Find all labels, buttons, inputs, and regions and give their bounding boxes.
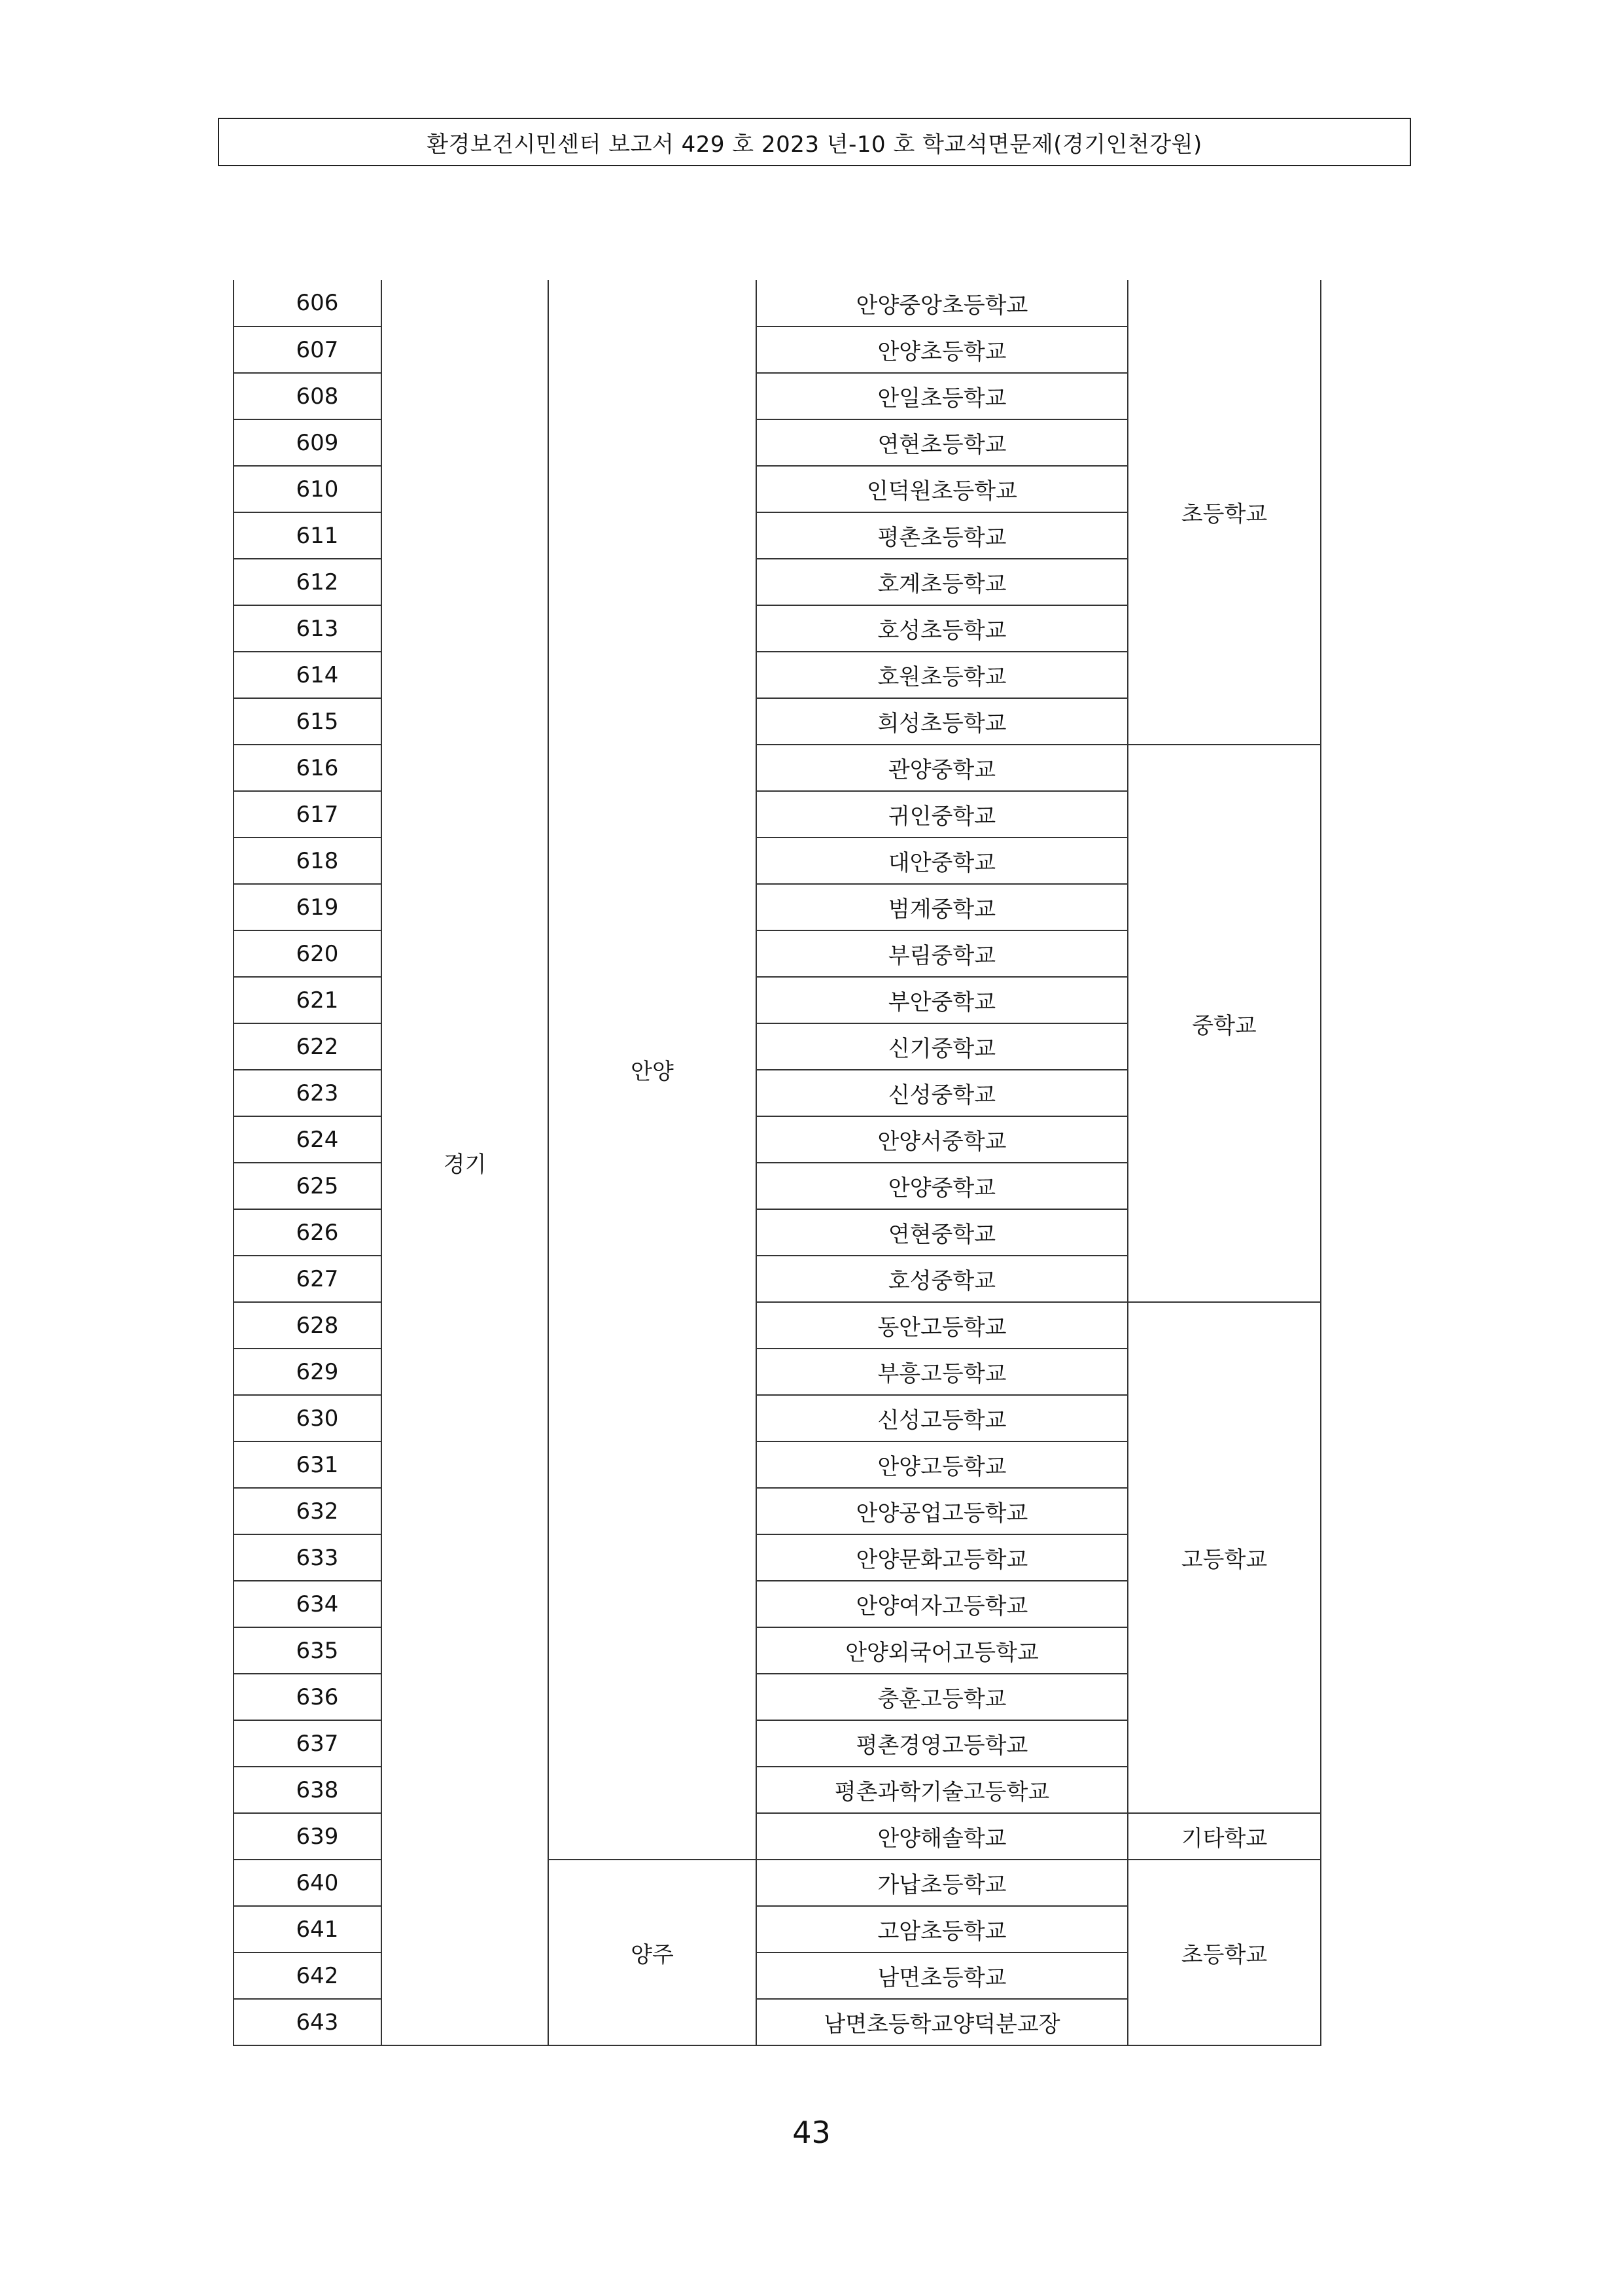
row-number-cell: 626 [234,1209,381,1256]
school-name-cell: 희성초등학교 [756,698,1128,745]
school-name-cell: 신성중학교 [756,1070,1128,1116]
school-type-cell: 기타학교 [1128,1813,1321,1860]
row-number-cell: 611 [234,512,381,559]
school-name-cell: 안일초등학교 [756,373,1128,419]
school-name-cell: 연현중학교 [756,1209,1128,1256]
page-number: 43 [792,2115,831,2150]
school-name-cell: 가납초등학교 [756,1860,1128,1906]
school-name-cell: 평촌초등학교 [756,512,1128,559]
row-number-cell: 639 [234,1813,381,1860]
school-name-cell: 대안중학교 [756,838,1128,884]
school-type-cell: 중학교 [1128,745,1321,1302]
table-row [234,280,1321,327]
school-type-cell: 초등학교 [1128,280,1321,745]
row-number-cell: 641 [234,1906,381,1952]
row-number-cell: 638 [234,1767,381,1813]
school-name-cell: 호원초등학교 [756,652,1128,698]
row-number-cell: 640 [234,1860,381,1906]
row-number-cell: 615 [234,698,381,745]
school-type-cell: 초등학교 [1128,1860,1321,2045]
row-number-cell: 612 [234,559,381,605]
row-number-cell: 628 [234,1302,381,1349]
row-number-cell: 643 [234,1999,381,2045]
row-number-cell: 610 [234,466,381,512]
row-number-cell: 630 [234,1395,381,1441]
school-name-cell: 동안고등학교 [756,1302,1128,1349]
row-number-cell: 631 [234,1441,381,1488]
row-number-cell: 637 [234,1720,381,1767]
school-name-cell: 범계중학교 [756,884,1128,930]
row-number-cell: 625 [234,1163,381,1209]
report-header [218,118,1411,166]
province-cell: 경기 [381,280,548,2045]
school-name-cell: 연현초등학교 [756,419,1128,466]
row-number-cell: 622 [234,1023,381,1070]
school-name-cell: 안양중앙초등학교 [756,280,1128,327]
row-number-cell: 621 [234,977,381,1023]
school-table [233,280,1321,2046]
row-number-cell: 620 [234,930,381,977]
school-name-cell: 충훈고등학교 [756,1674,1128,1720]
row-number-cell: 642 [234,1952,381,1999]
city-cell: 양주 [548,1860,756,2045]
school-name-cell: 신성고등학교 [756,1395,1128,1441]
school-name-cell: 안양서중학교 [756,1116,1128,1163]
school-name-cell: 안양공업고등학교 [756,1488,1128,1534]
row-number-cell: 606 [234,280,381,327]
school-name-cell: 안양중학교 [756,1163,1128,1209]
school-name-cell: 고암초등학교 [756,1906,1128,1952]
school-name-cell: 안양외국어고등학교 [756,1627,1128,1674]
school-name-cell: 평촌과학기술고등학교 [756,1767,1128,1813]
city-cell: 안양 [548,280,756,1860]
school-name-cell: 호계초등학교 [756,559,1128,605]
row-number-cell: 632 [234,1488,381,1534]
school-name-cell: 신기중학교 [756,1023,1128,1070]
school-type-cell: 고등학교 [1128,1302,1321,1813]
row-number-cell: 629 [234,1349,381,1395]
row-number-cell: 613 [234,605,381,652]
row-number-cell: 617 [234,791,381,838]
row-number-cell: 614 [234,652,381,698]
school-name-cell: 귀인중학교 [756,791,1128,838]
row-number-cell: 636 [234,1674,381,1720]
row-number-cell: 607 [234,327,381,373]
row-number-cell: 635 [234,1627,381,1674]
school-name-cell: 남면초등학교 [756,1952,1128,1999]
school-name-cell: 안양문화고등학교 [756,1534,1128,1581]
school-name-cell: 안양여자고등학교 [756,1581,1128,1627]
school-name-cell: 호성중학교 [756,1256,1128,1302]
school-name-cell: 부안중학교 [756,977,1128,1023]
school-name-cell: 평촌경영고등학교 [756,1720,1128,1767]
row-number-cell: 618 [234,838,381,884]
row-number-cell: 623 [234,1070,381,1116]
school-name-cell: 부림중학교 [756,930,1128,977]
row-number-cell: 633 [234,1534,381,1581]
school-name-cell: 부흥고등학교 [756,1349,1128,1395]
row-number-cell: 619 [234,884,381,930]
school-name-cell: 호성초등학교 [756,605,1128,652]
school-name-cell: 안양고등학교 [756,1441,1128,1488]
row-number-cell: 609 [234,419,381,466]
row-number-cell: 634 [234,1581,381,1627]
row-number-cell: 616 [234,745,381,791]
school-name-cell: 관양중학교 [756,745,1128,791]
school-name-cell: 안양해솔학교 [756,1813,1128,1860]
school-name-cell: 인덕원초등학교 [756,466,1128,512]
row-number-cell: 627 [234,1256,381,1302]
row-number-cell: 608 [234,373,381,419]
report-header-title: 환경보건시민센터 보고서 429 호 2023 년-10 호 학교석면문제(경기인천강원) [427,131,1202,158]
school-name-cell: 남면초등학교양덕분교장 [756,1999,1128,2045]
row-number-cell: 624 [234,1116,381,1163]
school-name-cell: 안양초등학교 [756,327,1128,373]
